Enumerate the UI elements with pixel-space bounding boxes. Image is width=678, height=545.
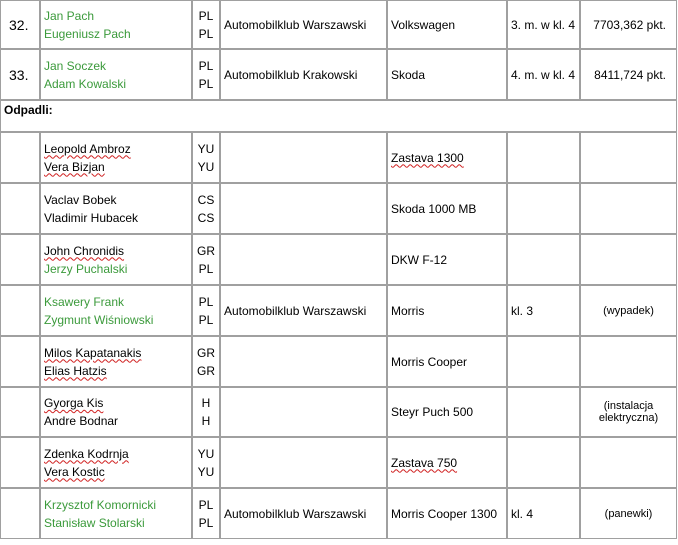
countries <box>192 387 220 437</box>
country-code: YU <box>197 159 215 174</box>
club <box>220 234 387 285</box>
country-code: PL <box>198 8 214 23</box>
rank: 33. <box>0 49 40 100</box>
country-code: PL <box>198 294 214 309</box>
driver-name: Jan Soczek <box>44 58 107 73</box>
table-row <box>0 132 677 183</box>
note <box>580 234 677 285</box>
rank <box>0 437 40 488</box>
countries <box>192 49 220 100</box>
car: Steyr Puch 500 <box>387 387 507 437</box>
country-code: GR <box>197 363 215 378</box>
country-code: CS <box>197 192 215 207</box>
rank <box>0 336 40 387</box>
drivers <box>40 285 192 336</box>
country-code: PL <box>198 312 214 327</box>
club <box>220 132 387 183</box>
car: Zastava 750 <box>387 437 507 488</box>
rank <box>0 183 40 234</box>
driver-name: Jan Pach <box>44 8 95 23</box>
table-row <box>0 336 677 387</box>
rank <box>0 132 40 183</box>
section-heading: Odpadli: <box>0 100 677 132</box>
note <box>580 437 677 488</box>
points: 7703,362 pkt. <box>580 0 677 49</box>
car: Skoda 1000 MB <box>387 183 507 234</box>
country-code: PL <box>198 58 214 73</box>
country-code: GR <box>197 345 215 360</box>
country-code: YU <box>197 446 215 461</box>
placement: kl. 3 <box>507 285 580 336</box>
country-code: PL <box>198 76 214 91</box>
table-row <box>0 488 677 539</box>
country-code: PL <box>198 497 214 512</box>
countries <box>192 488 220 539</box>
car: DKW F-12 <box>387 234 507 285</box>
club: Automobilklub Warszawski <box>220 285 387 336</box>
drivers <box>40 0 192 49</box>
placement <box>507 336 580 387</box>
points: 8411,724 pkt. <box>580 49 677 100</box>
car: Zastava 1300 <box>387 132 507 183</box>
car: Volkswagen <box>387 0 507 49</box>
club <box>220 336 387 387</box>
rank: 32. <box>0 0 40 49</box>
country-code: GR <box>197 243 215 258</box>
driver-name: Vaclav Bobek <box>44 192 117 207</box>
placement <box>507 437 580 488</box>
note <box>580 132 677 183</box>
note <box>580 336 677 387</box>
codriver-name: Vera Bizjan <box>44 159 105 174</box>
table-row <box>0 437 677 488</box>
table-row <box>0 387 677 437</box>
codriver-name: Adam Kowalski <box>44 76 127 91</box>
rank <box>0 234 40 285</box>
driver-name: Milos Kapatanakis <box>44 345 142 360</box>
car: Morris Cooper <box>387 336 507 387</box>
country-code: YU <box>197 141 215 156</box>
countries <box>192 132 220 183</box>
countries <box>192 234 220 285</box>
country-code: PL <box>198 515 214 530</box>
driver-name: Zdenka Kodrnja <box>44 446 129 461</box>
club <box>220 183 387 234</box>
table-row <box>0 285 677 336</box>
section-row <box>0 100 677 132</box>
drivers <box>40 488 192 539</box>
codriver-name: Vera Kostic <box>44 464 105 479</box>
rank <box>0 488 40 539</box>
codriver-name: Jerzy Puchalski <box>44 261 128 276</box>
placement: 4. m. w kl. 4 <box>507 49 580 100</box>
countries <box>192 183 220 234</box>
codriver-name: Eugeniusz Pach <box>44 26 131 41</box>
placement <box>507 234 580 285</box>
club: Automobilklub Warszawski <box>220 0 387 49</box>
placement: 3. m. w kl. 4 <box>507 0 580 49</box>
placement <box>507 183 580 234</box>
note: (instalacja elektryczna) <box>580 387 677 437</box>
codriver-name: Elias Hatzis <box>44 363 107 378</box>
club <box>220 437 387 488</box>
rank <box>0 387 40 437</box>
country-code: YU <box>197 464 215 479</box>
driver-name: John Chronidis <box>44 243 125 258</box>
countries <box>192 437 220 488</box>
club: Automobilklub Warszawski <box>220 488 387 539</box>
placement <box>507 387 580 437</box>
car: Skoda <box>387 49 507 100</box>
drivers <box>40 183 192 234</box>
codriver-name: Zygmunt Wiśniowski <box>44 312 154 327</box>
table-row <box>0 183 677 234</box>
countries <box>192 336 220 387</box>
drivers <box>40 336 192 387</box>
drivers <box>40 234 192 285</box>
country-code: H <box>201 396 211 410</box>
drivers <box>40 132 192 183</box>
codriver-name: Andre Bodnar <box>44 414 119 428</box>
note: (wypadek) <box>580 285 677 336</box>
codriver-name: Vladimir Hubacek <box>44 210 139 225</box>
country-code: CS <box>197 210 215 225</box>
note <box>580 183 677 234</box>
placement: kl. 4 <box>507 488 580 539</box>
note: (panewki) <box>580 488 677 539</box>
drivers <box>40 387 192 437</box>
countries <box>192 285 220 336</box>
table-row <box>0 234 677 285</box>
countries <box>192 0 220 49</box>
country-code: PL <box>198 26 214 41</box>
drivers <box>40 437 192 488</box>
table-row <box>0 49 677 100</box>
table-row <box>0 0 677 49</box>
car: Morris <box>387 285 507 336</box>
car: Morris Cooper 1300 <box>387 488 507 539</box>
codriver-name: Stanisław Stolarski <box>44 515 145 530</box>
driver-name: Gyorga Kis <box>44 396 104 410</box>
rank <box>0 285 40 336</box>
drivers <box>40 49 192 100</box>
driver-name: Leopold Ambroz <box>44 141 131 156</box>
country-code: PL <box>198 261 214 276</box>
driver-name: Krzysztof Komornicki <box>44 497 157 512</box>
club: Automobilklub Krakowski <box>220 49 387 100</box>
country-code: H <box>201 414 211 428</box>
placement <box>507 132 580 183</box>
club <box>220 387 387 437</box>
driver-name: Ksawery Frank <box>44 294 125 309</box>
